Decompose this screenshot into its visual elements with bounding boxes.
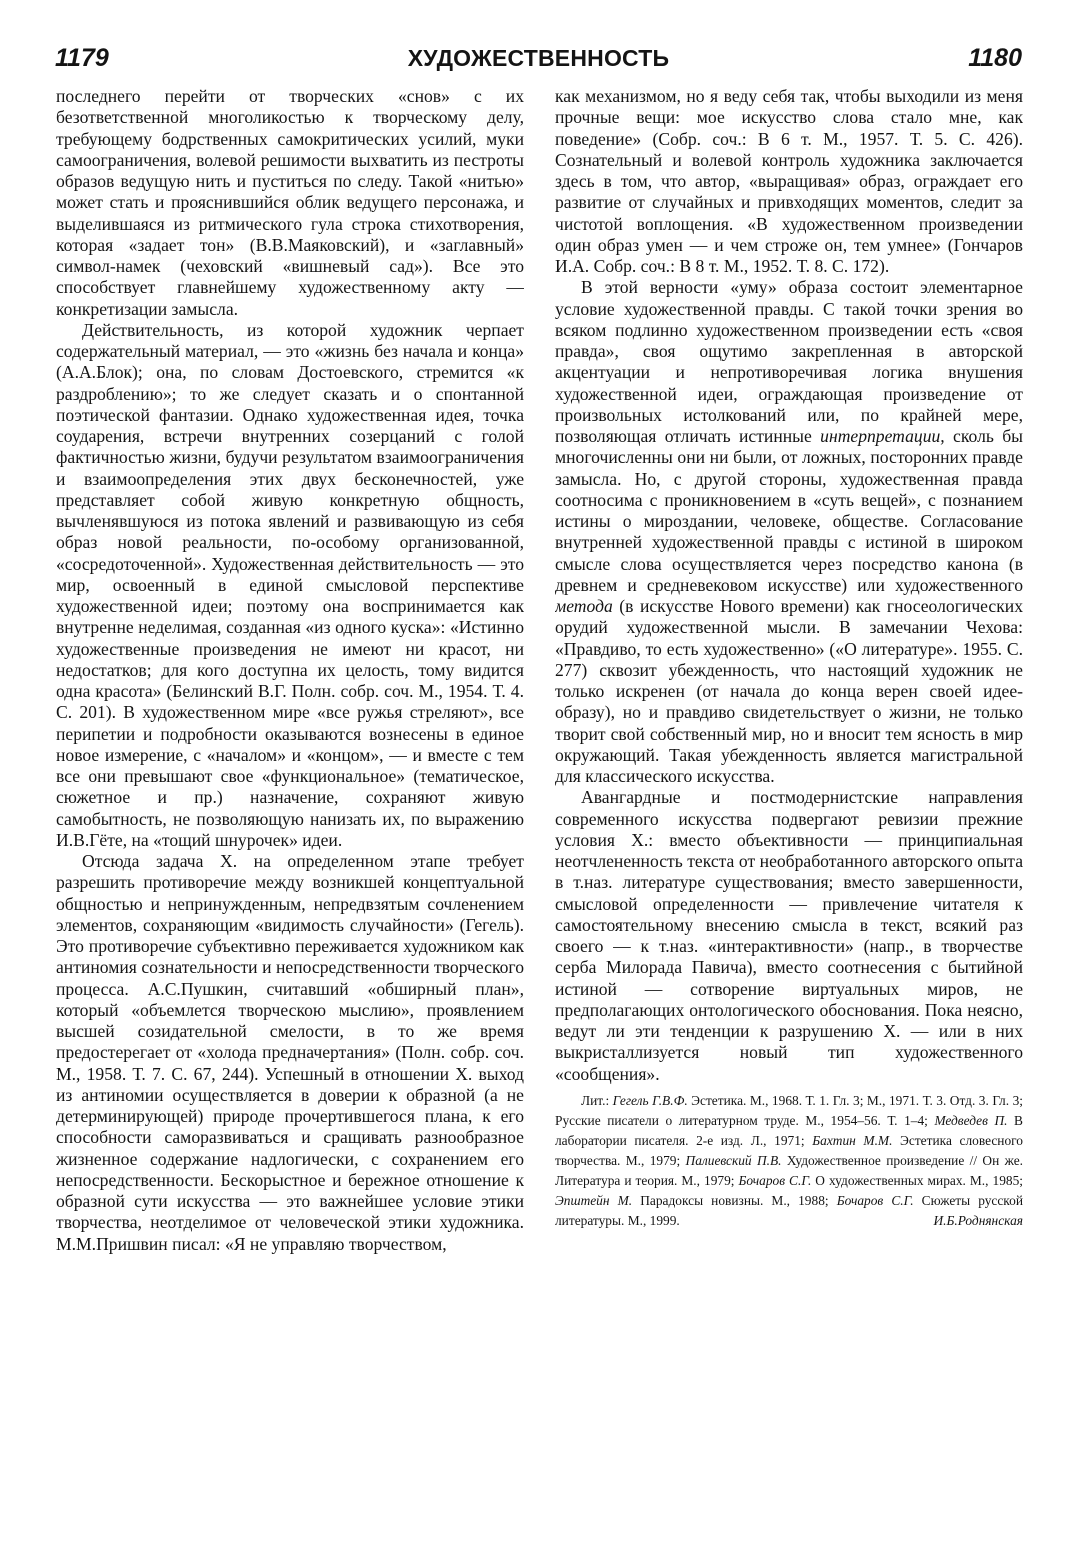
- lit-author: Эпштейн М.: [555, 1192, 633, 1208]
- lit-text: Сюжеты русской литературы. М., 1999.: [555, 1192, 1023, 1228]
- lit-text: В лаборатории писателя. 2-е изд. Л., 1971;: [555, 1112, 1023, 1148]
- paragraph: Отсюда задача Х. на определенном этапе требует разрешить противоречие между возникшей концептуальной общностью и непринужденным, непредвзятым сочленением элементов, сохраняющим «видимость случайности» (Гегель). Это противоречие субъективно переживается художником как антиномия сознательности и непосредственности творческого процесса. А.С.Пушкин, считавший «обширный план», который «объемлется творческою мыслию», проявлением высшей созидательной смелости, в то же время предостерегает от «холода предначертания» (Полн. собр. соч. М., 1958. Т. 7. С. 67, 244). Успешный в отношении Х. выход из антиномии осуществляется в доверии к образной (а не детерминирующей) природе прочертившегося плана, к его способности саморазвиваться и сращивать разнообразное жизненное содержание надлогически, с сохранением его непосредственности. Бескорыстное и бережное отношение к образной сути искусства — это важнейшее условие этики творчества, неотделимое от человеческой этики художника. М.М.Пришвин писал: «Я не управляю творчеством,: [56, 851, 524, 1254]
- text-run: сколь бы многочисленны они ни были, от ложных, посторонних правде замысла. Но, с другой стороны, художественная правда соотносима с проникновением в «суть вещей», с познанием истины о мироздании, человеке, обществе. Согласование внутренней художественной правды с истиной в широком смысле слова осуществляется через посредство канона (в древнем и средневековом искусстве) или художественного: [555, 426, 1023, 595]
- running-head: [55, 44, 1022, 80]
- page-number-right: 1180: [968, 44, 1022, 72]
- paragraph: Действительность, из которой художник черпает содержательный материал, — это «жизнь без начала и конца» (А.А.Блок); она, по словам Достоевского, стремится «к раздроблению»; то же следует сказать и о спонтанной поэтической фантазии. Однако художественная идея, точка соударения, встречи внутренних созерцаний с голой фактичностью жизни, будучи результатом взаимоограничения и взаимоопределения этих двух бесконечностей, уже представляет собой живую конкретную общность, вычленявшуюся из потока явлений и развивающую из себя образ новой реальности, по-особому организованной, «сосредоточенной». Художественная действительность — это мир, освоенный в единой смысловой перспективе художественной идеи; поэтому она воспринимается как внутренне неделимая, созданная «из одного куска»: «Истинно художественные произведения не имеют ни красот, ни недостатков; для кого доступна их целость, тому видится одна красота» (Белинский В.Г. Полн. собр. соч. М., 1954. Т. 4. С. 201). В художественном мире «все ружья стреляют», все перипетии и подробности оказываются вознесены в единое новое измерение, с «началом» и «концом», — и вместе с тем все они превышают свое «функциональное» (тематическое, сюжетное и пр.) назначение, сохраняют живую самобытность, не позволяющую нанизать их, по выражению И.В.Гёте, на «тощий шнурочек» идеи.: [56, 319, 524, 850]
- emphasis: интерпретации,: [820, 426, 945, 446]
- paragraph: [555, 277, 1023, 787]
- lit-author: Бочаров С.Г.: [738, 1172, 812, 1188]
- lit-text: О художественных мирах. М., 1985;: [811, 1172, 1023, 1188]
- paragraph: Авангардные и постмодернистские направления современного искусства подвергают ревизии прежние условия Х.: вместо объективности — принципиальная неотчлененность текста от необработанного авторского опыта в т.наз. литературе существования; вместо завершенности, смысловой определенности — привлечение читателя к самостоятельному внесению смысла в текст, всякий раз своего — к т.наз. «интерактивности» (напр., в творчестве серба Милорада Павича), вместо соотнесения с бытийной истиной — сотворение виртуальных миров, не предполагающих онтологического обоснования. Пока неясно, ведут ли эти тенденции к разрушению Х. — или в них выкристаллизуется новый тип художественного «сообщения».: [555, 787, 1023, 1084]
- lit-text: Эстетика. М., 1968. Т. 1. Гл. 3; М., 1971. Т. 3. Отд. 3. Гл. 3; Русские писатели о литературном труде. М., 1954–56. Т. 1–4;: [555, 1092, 1023, 1128]
- emphasis: метода: [555, 596, 613, 616]
- lit-author: Медведев П.: [934, 1112, 1008, 1128]
- lit-text: Эстетика словесного творчества. М., 1979;: [555, 1132, 1023, 1168]
- lit-author: Палиевский П.В.: [685, 1152, 782, 1168]
- lit-text: Художественное произведение // Он же. Литература и теория. М., 1979;: [555, 1152, 1023, 1188]
- lit-text: Парадоксы новизны. М., 1988;: [632, 1192, 837, 1208]
- text-run: В этой верности «уму» образа состоит элементарное условие художественной правды. С такой точки зрения во всяком подлинно художественном произведении есть «своя правда», своя ощутимо закрепленная в авторской акцентуации и непротиворечивая логика внушения художественной идеи, ограждающая произведение от произвольных истолкований или, по крайней мере, позволяющая отличать истинные: [555, 277, 1023, 446]
- lit-author: Бочаров С.Г.: [836, 1192, 914, 1208]
- literature-label: Лит.:: [581, 1092, 610, 1108]
- lit-author: Гегель Г.В.Ф.: [612, 1092, 688, 1108]
- paragraph: последнего перейти от творческих «снов» с их безответственной многоликостью к творческому делу, требующему бодрственных самокритических усилий, муки самоограничения, волевой решимости выхватить из пестроты образов ведущую нить и пуститься по следу. Такой «нитью» может стать и прояснившийся облик ведущего персонажа, и выделившаяся из ритмического гула строка стихотворения, которая «задает тон» (В.В.Маяковский), и «заглавный» символ-намек (чеховский «вишневый сад»). Все это способствует главнейшему художественному акту — конкретизации замысла.: [56, 86, 524, 319]
- literature-list: [555, 1091, 1023, 1231]
- page-title: ХУДОЖЕСТВЕННОСТЬ: [407, 45, 670, 71]
- paragraph: как механизмом, но я веду себя так, чтобы выходили из меня прочные вещи: мое искусство слова стало мне, как поведение» (Собр. соч.: В 6 т. М., 1957. Т. 5. С. 426). Сознательный и волевой контроль художника заключается здесь в том, что автор, «выращивая» образ, ограждает его развитие от случайных и привходящих моментов, следит за чистотой воплощения. «В художественном произведении один образ умен — и чем строже он, тем умнее» (Гончаров И.А. Собр. соч.: В 8 т. М., 1952. Т. 8. С. 172).: [555, 86, 1023, 276]
- article-author-signature: И.Б.Роднянская: [933, 1212, 1023, 1228]
- right-column: [555, 86, 1023, 1536]
- text-run: (в искусстве Нового времени) как гносеологических орудий художественной мысли. В замечании Чехова: «Правдиво, то есть художественно» («О литературе». 1955. С. 277) сквозит убежденность, что настоящий художник не только искренен (от начала до конца верен своей идее-образу), но и правдиво свидетельствует о жизни, не только творит свой собственный мир, но и вносит тем ясность в мир окружающий. Такая убежденность является магистральной для классического искусства.: [555, 596, 1023, 786]
- page-number-left: 1179: [55, 44, 109, 72]
- left-column: [56, 86, 524, 1536]
- lit-author: Бахтин М.М.: [812, 1132, 893, 1148]
- literature-section: [555, 1091, 1023, 1231]
